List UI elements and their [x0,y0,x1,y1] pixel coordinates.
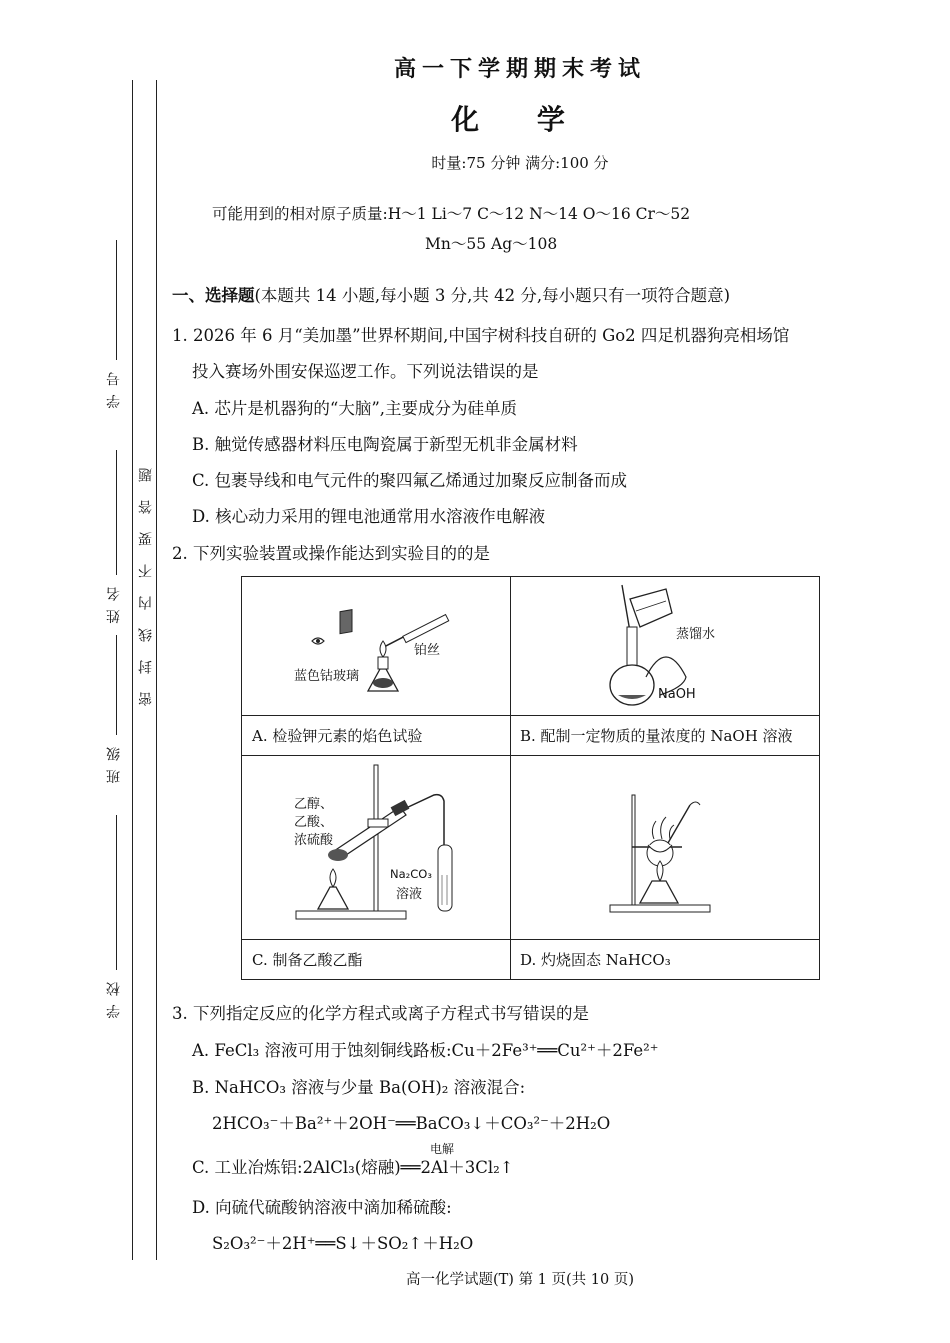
q2-caption-c[interactable]: C. 制备乙酸乙酯 [252,951,363,969]
binding-line-outer [132,80,133,1260]
q2-caption-b[interactable]: B. 配制一定物质的量浓度的 NaOH 溶液 [520,727,793,745]
q2-cell-a-figure [242,577,510,715]
binding-line-inner [156,80,157,1260]
q2-cell-d-figure [510,755,819,939]
ester-preparation-diagram [242,755,510,939]
q3-option-c[interactable]: C. 工业冶炼铝:2AlCl₃(熔融)══2Al＋3Cl₂↑ [192,1158,514,1177]
distilled-water-label: 蒸馏水 [676,627,716,642]
q3-option-d[interactable]: D. 向硫代硫酸钠溶液中滴加稀硫酸: [192,1198,452,1217]
q1-option-c[interactable]: C. 包裹导线和电气元件的聚四氟乙烯通过加聚反应制备而成 [192,471,628,490]
section-desc: (本题共 14 小题,每小题 3 分,共 42 分,每小题只有一项符合题意) [254,286,731,305]
acetic-acid-label: 乙酸、 [294,815,334,830]
q2-cell-c-figure [242,755,510,939]
q2-apparatus-table [241,576,820,980]
calcination-diagram [510,755,819,939]
school-field[interactable] [116,815,117,970]
ethanol-label: 乙醇、 [294,797,334,812]
q3-option-b[interactable]: B. NaHCO₃ 溶液与少量 Ba(OH)₂ 溶液混合: [192,1078,526,1097]
atomic-masses-line2: Mn～55 Ag～108 [425,235,558,253]
q3-stem: 3. 下列指定反应的化学方程式或离子方程式书写错误的是 [172,1004,589,1023]
q1-stem-1: 1. 2026 年 6 月“美加墨”世界杯期间,中国宇树科技自研的 Go2 四足机器狗亮相场馆 [172,326,790,345]
platinum-wire-label: 铂丝 [414,643,441,658]
atomic-masses-line1: 可能用到的相对原子质量:H～1 Li～7 C～12 N～14 O～16 Cr～52 [212,205,691,223]
table-divider-row1 [242,715,819,716]
flame-test-diagram [242,577,510,715]
binding-margin [60,80,170,1260]
cobalt-glass-label: 蓝色钴玻璃 [294,669,360,684]
name-field[interactable] [116,450,117,575]
naoh-label: NaOH [658,687,696,702]
class-label: 班 级 [106,745,122,784]
page-footer: 高一化学试题(T) 第 1 页(共 10 页) [405,1272,635,1288]
q1-option-a[interactable]: A. 芯片是机器狗的“大脑”,主要成分为硅单质 [192,399,518,418]
section-heading: 一、选择题 [172,286,255,305]
q3-option-b-equation: 2HCO₃⁻＋Ba²⁺＋2OH⁻══BaCO₃↓＋CO₃²⁻＋2H₂O [212,1114,611,1133]
school-label: 学 校 [106,980,122,1019]
q2-caption-d[interactable]: D. 灼烧固态 NaHCO₃ [520,951,671,969]
section-title [172,282,730,306]
q1-option-b[interactable]: B. 触觉传感器材料压电陶瓷属于新型无机非金属材料 [192,435,578,454]
table-divider-row2 [242,939,819,940]
q2-caption-a[interactable]: A. 检验钾元素的焰色试验 [252,727,423,745]
name-label: 姓 名 [106,585,122,624]
q2-stem: 2. 下列实验装置或操作能达到实验目的的是 [172,544,490,563]
q3-option-a[interactable]: A. FeCl₃ 溶液可用于蚀刻铜线路板:Cu＋2Fe³⁺══Cu²⁺＋2Fe²⁺ [192,1041,659,1060]
student-id-field[interactable] [116,240,117,360]
student-id-label: 学 号 [106,370,122,409]
q3-option-d-equation: S₂O₃²⁻＋2H⁺══S↓＋SO₂↑＋H₂O [212,1234,474,1253]
class-field[interactable] [116,635,117,735]
time-info: 时量:75 分钟 满分:100 分 [431,154,609,172]
subject-title: 化 学 [451,103,589,136]
sulfuric-acid-label: 浓硫酸 [294,833,334,848]
exam-title: 高一下学期期末考试 [393,56,646,82]
na2co3-label: Na₂CO₃ [390,867,432,881]
q1-stem-2: 投入赛场外围安保巡逻工作。下列说法错误的是 [192,362,539,381]
q2-cell-b-figure [510,577,819,715]
solution-label: 溶液 [396,887,423,902]
seal-notice: 密封线内不要答题 [138,450,154,706]
q1-option-d[interactable]: D. 核心动力采用的锂电池通常用水溶液作电解液 [192,507,546,526]
q3-option-c-condition: 电解 [430,1142,455,1156]
